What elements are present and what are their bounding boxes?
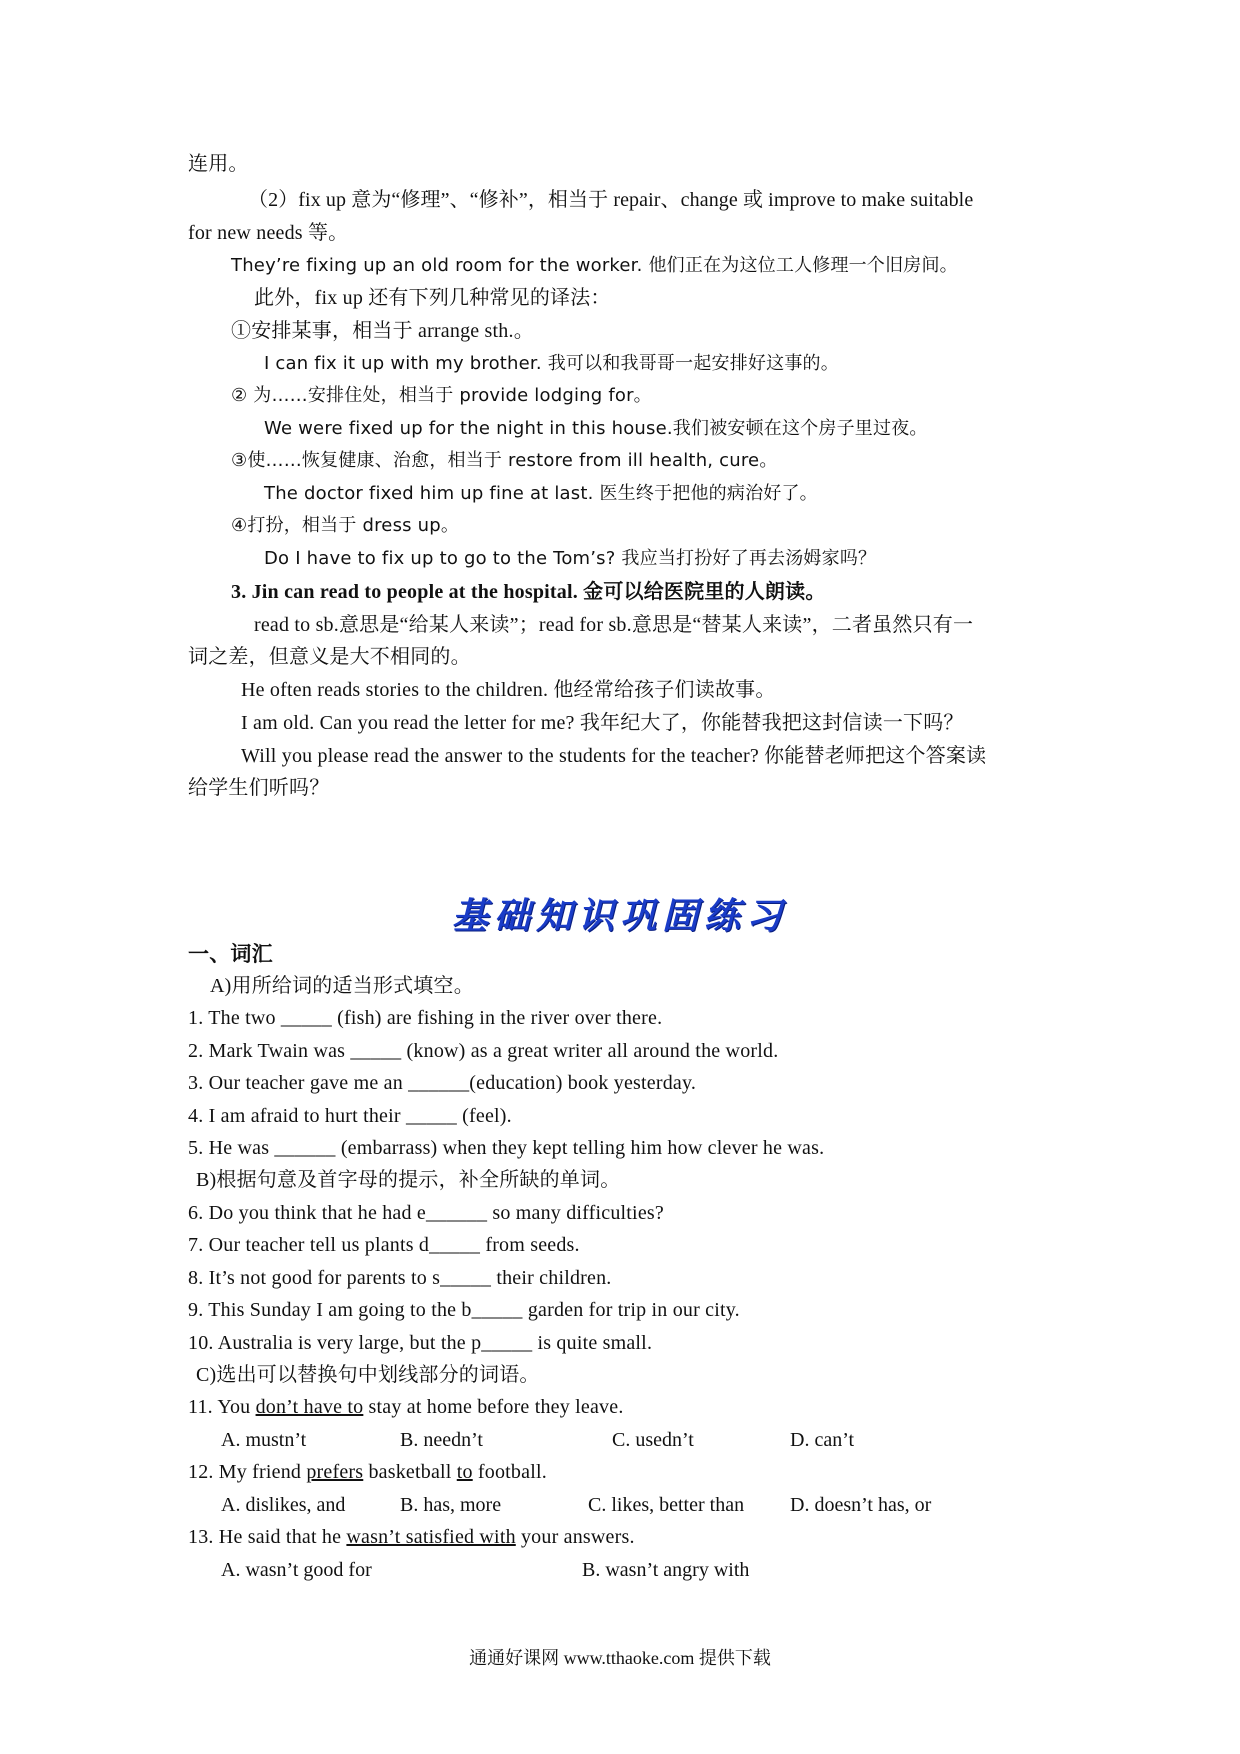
text-line: （2）fix up 意为“修理”、“修补”，相当于 repair、change 或 improve to make suitable <box>248 189 974 211</box>
text-line-heading: 3. Jin can read to people at the hospital. 金可以给医院里的人朗读。 <box>231 581 826 603</box>
text-line: 此外，fix up 还有下列几种常见的译法： <box>254 287 611 309</box>
question-4: 4. I am afraid to hurt their _____ (feel). <box>188 1105 512 1127</box>
text-line: 词之差，但意义是大不相同的。 <box>188 646 471 668</box>
part-c-instruction: C)选出可以替换句中划线部分的词语。 <box>196 1364 540 1386</box>
question-11: 11. You don’t have to stay at home before they leave. <box>188 1396 624 1418</box>
question-7: 7. Our teacher tell us plants d_____ from seeds. <box>188 1234 580 1256</box>
page-footer: 通通好课网 www.tthaoke.com 提供下载 <box>469 1648 771 1668</box>
question-2: 2. Mark Twain was _____ (know) as a great writer all around the world. <box>188 1040 779 1062</box>
text-line: They’re fixing up an old room for the worker. 他们正在为这位工人修理一个旧房间。 <box>231 255 958 276</box>
text-line: He often reads stories to the children. 他经常给孩子们读故事。 <box>241 679 776 701</box>
text-line: ④打扮，相当于 dress up。 <box>231 515 460 536</box>
part-b-instruction: B)根据句意及首字母的提示，补全所缺的单词。 <box>196 1169 621 1191</box>
question-1: 1. The two _____ (fish) are fishing in the river over there. <box>188 1007 663 1029</box>
section-title: 基础知识巩固练习 <box>451 896 788 936</box>
text-line: I can fix it up with my brother. 我可以和我哥哥一起安排好这事的。 <box>264 353 839 374</box>
text-line: 给学生们听吗？ <box>188 777 330 799</box>
text-line: for new needs 等。 <box>188 222 349 244</box>
question-5: 5. He was ______ (embarrass) when they kept telling him how clever he was. <box>188 1137 825 1159</box>
underlined-phrase: don’t have to <box>255 1396 364 1418</box>
option-a: A. wasn’t good for <box>221 1559 372 1581</box>
exercise-heading: 一、词汇 <box>188 942 273 966</box>
option-c: C. likes, better than <box>588 1494 745 1516</box>
text-line: The doctor fixed him up fine at last. 医生终于把他的病治好了。 <box>264 483 818 504</box>
text-line: read to sb.意思是“给某人来读”；read for sb.意思是“替某人来读”，二者虽然只有一 <box>254 614 974 636</box>
option-d: D. can’t <box>790 1429 855 1451</box>
option-a: A. dislikes, and <box>221 1494 346 1516</box>
text-line: I am old. Can you read the letter for me? 我年纪大了，你能替我把这封信读一下吗？ <box>241 712 964 734</box>
question-10: 10. Australia is very large, but the p_____ is quite small. <box>188 1332 653 1354</box>
option-a: A. mustn’t <box>221 1429 307 1451</box>
question-8: 8. It’s not good for parents to s_____ their children. <box>188 1267 612 1289</box>
question-3: 3. Our teacher gave me an ______(education) book yesterday. <box>188 1072 697 1094</box>
text-line: ③使……恢复健康、治愈，相当于 restore from ill health, cure。 <box>231 450 778 471</box>
question-12: 12. My friend prefers basketball to football. <box>188 1461 547 1483</box>
option-d: D. doesn’t has, or <box>790 1494 932 1516</box>
underlined-phrase: wasn’t satisfied with <box>346 1526 516 1548</box>
text-line: 连用。 <box>188 153 249 175</box>
option-c: C. usedn’t <box>612 1429 694 1451</box>
text-line: We were fixed up for the night in this house.我们被安顿在这个房子里过夜。 <box>264 418 928 439</box>
question-13: 13. He said that he wasn’t satisfied with your answers. <box>188 1526 635 1548</box>
part-a-instruction: A)用所给词的适当形式填空。 <box>210 975 474 997</box>
option-b: B. has, more <box>400 1494 502 1516</box>
text-line: Will you please read the answer to the students for the teacher? 你能替老师把这个答案读 <box>241 745 987 767</box>
option-b: B. needn’t <box>400 1429 483 1451</box>
text-line: ①安排某事，相当于 arrange sth.。 <box>231 320 534 342</box>
underlined-phrase: prefers <box>306 1461 364 1483</box>
text-line: ② 为……安排住处，相当于 provide lodging for。 <box>231 385 652 406</box>
question-6: 6. Do you think that he had e______ so many difficulties? <box>188 1202 664 1224</box>
text-line: Do I have to fix up to go to the Tom’s? 我应当打扮好了再去汤姆家吗？ <box>264 548 877 569</box>
underlined-phrase: to <box>456 1461 473 1483</box>
option-b: B. wasn’t angry with <box>582 1559 750 1581</box>
question-9: 9. This Sunday I am going to the b_____ garden for trip in our city. <box>188 1299 740 1321</box>
